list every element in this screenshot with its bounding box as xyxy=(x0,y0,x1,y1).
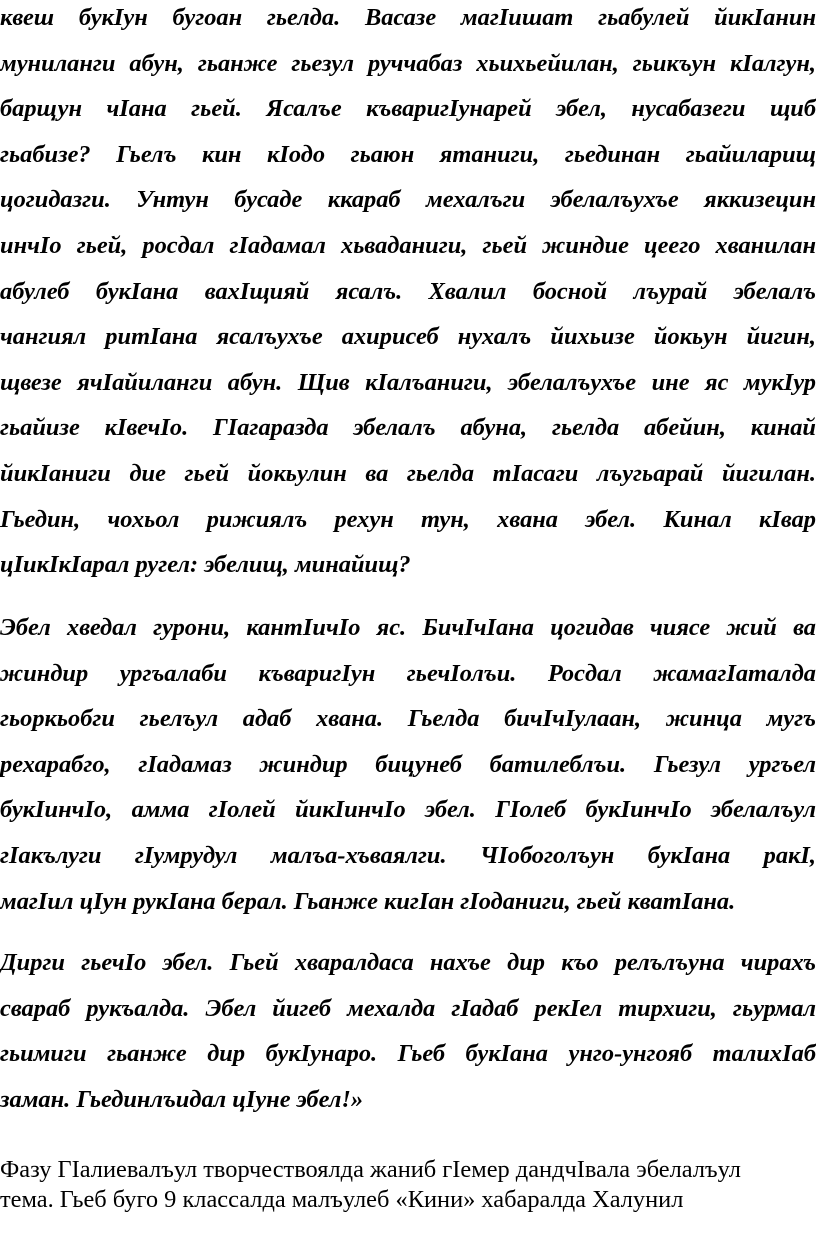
text-line: инчIо гьей, росдал гIадамал хьваданиги, гьей жиндие цеего хванилан xyxy=(0,231,816,259)
text-line: букIинчIо, амма гIолей йикIинчIо эбел. ГIолеб букIинчIо эбелалъул xyxy=(0,796,816,824)
text-line: гIакълуги гIумрудул малъа-хъваялги. ЧIобоголъун букIана ракI, xyxy=(0,841,816,869)
text-line: барщун чIана гьей. Ясалъе къваригIунарей эбел, нусабазеги щиб xyxy=(0,95,816,123)
text-line: цогидазги. Унтун бусаде ккараб мехалъги эбелалъухъе яккизецин xyxy=(0,186,816,214)
text-line: гьоркьобги гьелъул адаб хвана. Гьелда бичIчIулаан, жинца мугъ xyxy=(0,705,816,733)
text-line: свараб рукъалда. Эбел йигеб мехалда гIадаб рекIел тирхиги, гьурмал xyxy=(0,994,816,1022)
text-line: гьимиги гьанже дир букIунаро. Гьеб букIана унго-унгояб талихIаб xyxy=(0,1040,816,1068)
paragraph-1 xyxy=(0,0,816,588)
text-line: гьайизе кIвечIо. ГIагаразда эбелалъ абуна, гьелда абейин, кинай xyxy=(0,414,816,442)
text-line: гьабизе? Гьелъ кин кIодо гьаюн ятаниги, гьединан гьайиларищ xyxy=(0,140,816,168)
text-line: рехарабго, гIадамаз жиндир бицунеб батилеблъи. Гьезул ургъел xyxy=(0,750,816,778)
text-line: Фазу ГIалиевалъул творчествоялда жаниб гIемер дандчIвала эбелалъул xyxy=(0,1156,741,1183)
text-line: Дирги гьечIо эбел. Гьей хваралдаса нахъе дир къо релълъуна чирахъ xyxy=(0,949,816,976)
paragraph-4 xyxy=(0,1155,816,1215)
text-line: щвезе ячIайиланги абун. Щив кIалъаниги, эбелалъухъе ине яс мукIур xyxy=(0,368,816,396)
text-line: заман. Гьединлъидал цIуне эбел!» xyxy=(0,1085,364,1113)
text-line: йикIаниги дие гьей йокьулин ва гьелда тIасаги лъугьарай йигилан. xyxy=(0,459,816,487)
text-line: муниланги абун, гьанже гьезул руччабаз хьихьейилан, гьикъун кIалгун, xyxy=(0,49,816,77)
text-line: Гьедин, чохьол рижиялъ рехун тун, хвана эбел. Кинал кIвар xyxy=(0,505,816,533)
text-line: тема. Гьеб буго 9 классалда малъулеб «Кини» хабаралда Халунил xyxy=(0,1186,684,1213)
text-line: чангиял ритIана ясалъухъе ахирисеб нухалъ йихьизе йокьун йигин, xyxy=(0,323,816,351)
paragraph-3 xyxy=(0,940,816,1122)
text-line: цIикIкIарал ругел: эбелищ, минайищ? xyxy=(0,551,411,579)
text-line: магIил цIун рукIана берал. Гьанже кигIан гIоданиги, гьей кватIана. xyxy=(0,887,736,915)
text-line: жиндир ургъалаби къваригIун гьечIолъи. Росдал жамагIаталда xyxy=(0,659,816,687)
paragraph-2 xyxy=(0,605,816,924)
text-line: квеш букIун бугоан гьелда. Васазе магIишат гьабулей йикIанин xyxy=(0,4,816,31)
text-line: абулеб букIана вахIщияй ясалъ. Хвалил босной лъурай эбелалъ xyxy=(0,277,816,305)
text-line: Эбел хведал гурони, кантIичIо яс. БичIчIана цогидав чиясе жий ва xyxy=(0,614,816,641)
